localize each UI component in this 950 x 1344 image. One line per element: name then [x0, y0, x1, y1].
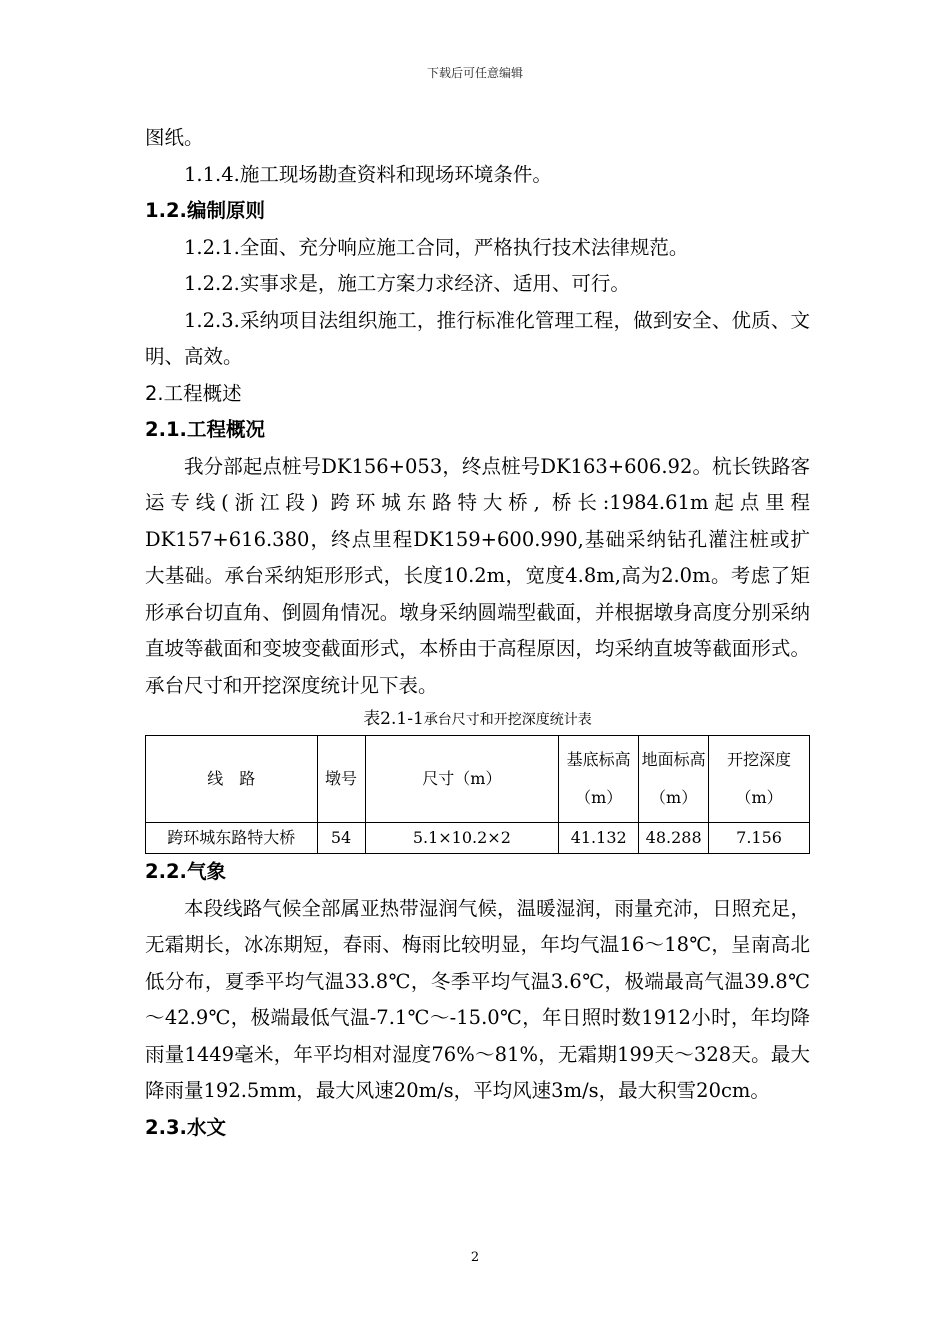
table-header-cell: 基底标高（m）: [559, 736, 639, 823]
section-heading: 1.2.编制原则: [145, 199, 265, 222]
paragraph: 1.2.3.采纳项目法组织施工，推行标准化管理工程，做到安全、优质、文明、高效。: [145, 308, 810, 368]
table-header-cell: 墩号: [317, 736, 365, 823]
section-heading: 2.3.水文: [145, 1115, 226, 1139]
table-cell: 41.132: [559, 823, 639, 854]
table-header-row: [146, 736, 810, 823]
table-header-cell: 地面标高（m）: [639, 736, 709, 823]
table-cell: 5.1×10.2×2: [365, 823, 559, 854]
section-heading: 2.2.气象: [145, 860, 226, 883]
chapter-heading: 2.工程概述: [145, 381, 242, 405]
section-heading: 2.1.工程概况: [145, 418, 265, 441]
table-caption-title: 承台尺寸和开挖深度统计表: [423, 712, 592, 728]
paragraph: 1.1.4.施工现场勘查资料和现场环境条件。: [184, 162, 552, 186]
table-caption-number: 表2.1-1: [363, 709, 424, 729]
paragraph: 本段线路气候全部属亚热带湿润气候，温暖湿润，雨量充沛，日照充足，无霜期长，冰冻期短，春雨、梅雨比较明显，年均气温16～18℃，呈南高北低分布，夏季平均气温33.8℃，冬季平均气温3.6℃，极端最高气温39.8℃～42.9℃，极端最低气温-7.1℃～-15.0℃，年日照时数1912小时，年均降雨量1449毫米，年平均相对湿度76%～81%，无霜期199天～328天。最大降雨量192.5mm，最大风速20m/s，平均风速3m/s，最大积雪20cm。: [145, 896, 810, 1102]
table-header-cell: 开挖深度（m）: [709, 736, 810, 823]
foundation-stats-table: [145, 735, 810, 854]
table-header-cell: 尺寸（m）: [365, 736, 559, 823]
table-row: [146, 823, 810, 854]
page-header: 下载后可任意编辑: [426, 66, 523, 80]
table-cell: 54: [317, 823, 365, 854]
paragraph: 1.2.2.实事求是，施工方案力求经济、适用、可行。: [184, 272, 630, 295]
table-cell: 48.288: [639, 823, 709, 854]
paragraph: 1.2.1.全面、充分响应施工合同，严格执行技术法律规范。: [184, 235, 689, 259]
document-body: [145, 120, 810, 1146]
table-cell: 跨环城东路特大桥: [146, 823, 318, 854]
table-header-cell: 线 路: [146, 736, 318, 823]
paragraph: 我分部起点桩号DK156+053，终点桩号DK163+606.92。杭长铁路客运专线(浙江段) 跨环城东路特大桥, 桥长:1984.61m起点里程DK157+616.380，终点里程DK159+600.990,基础采纳钻孔灌注桩或扩大基础。承台采纳矩形形式，长度10.2m，宽度4.8m,高为2.0m。考虑了矩形承台切直角、倒圆角情况。墩身采纳圆端型截面，并根据墩身高度分别采纳直坡等截面和变坡变截面形式，本桥由于高程原因，均采纳直坡等截面形式。承台尺寸和开挖深度统计见下表。: [145, 454, 810, 697]
page-number: 2: [470, 1250, 480, 1265]
table-cell: 7.156: [709, 823, 810, 854]
table-caption: [145, 704, 810, 735]
paragraph: 图纸。: [145, 126, 204, 149]
